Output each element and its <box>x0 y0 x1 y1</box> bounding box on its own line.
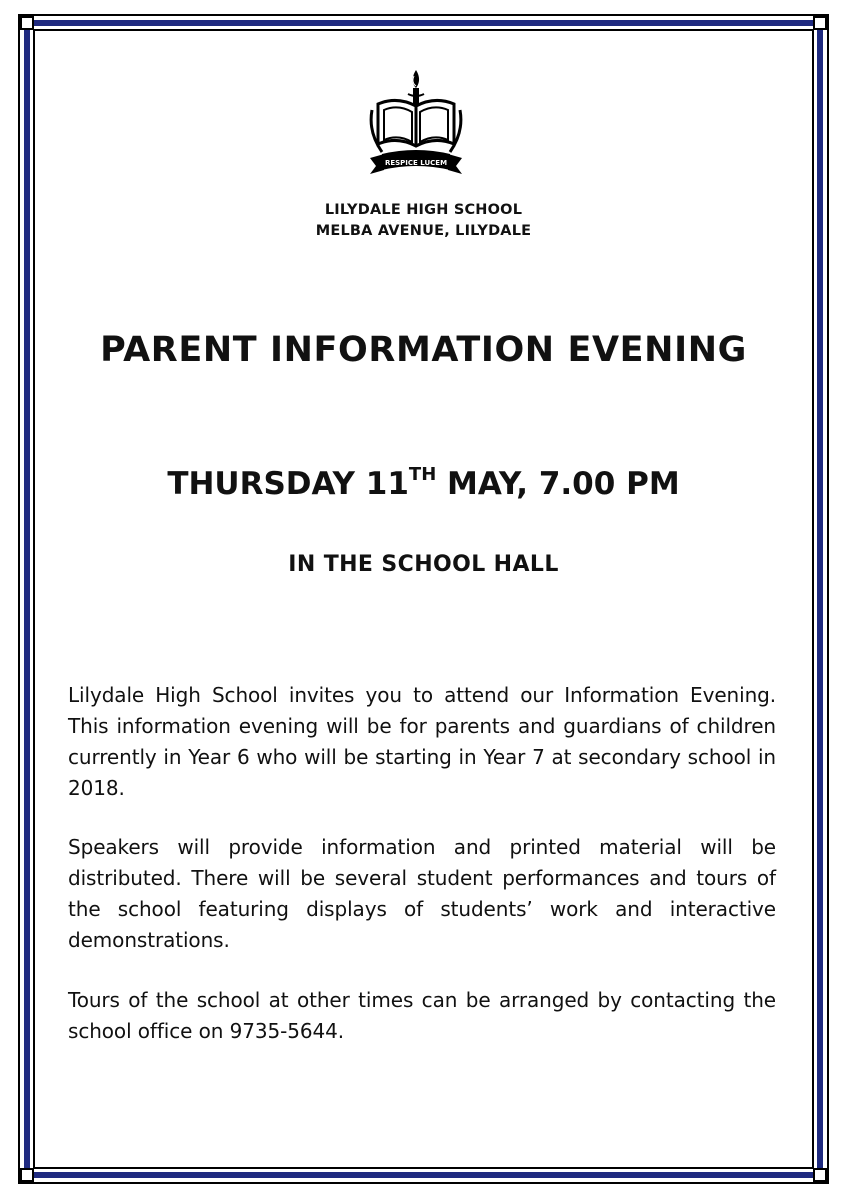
body-paragraph-program: Speakers will provide information and printed material will be distributed. There will be several student performances and tours of the school featuring displays of students’ work and interactive demonstrations. <box>68 835 776 952</box>
body-paragraph-invitation: Lilydale High School invites you to attend our Information Evening. This information evening will be for parents and guardians of children currently in Year 6 who will be starting in Year 7 at secondary school in 2018. <box>68 683 776 800</box>
border-corner-top-left <box>20 16 34 30</box>
event-date <box>0 466 847 502</box>
school-header <box>0 200 847 242</box>
border-corner-bottom-left <box>20 1168 34 1182</box>
school-name: LILYDALE HIGH SCHOOL <box>324 202 523 218</box>
border-corner-bottom-right <box>813 1168 827 1182</box>
event-date-ordinal: TH <box>408 464 437 485</box>
event-title: PARENT INFORMATION EVENING <box>100 330 747 370</box>
school-address: MELBA AVENUE, LILYDALE <box>315 223 532 239</box>
event-date-prefix: THURSDAY 11 <box>167 466 409 502</box>
border-corner-top-right <box>813 16 827 30</box>
body-paragraph-contact: Tours of the school at other times can be arranged by contacting the school office on 9735-5644. <box>68 988 776 1043</box>
school-crest-logo <box>364 66 468 182</box>
event-venue: IN THE SCHOOL HALL <box>288 552 559 577</box>
event-date-rest: MAY, 7.00 PM <box>436 466 680 502</box>
crest-motto: RESPICE LUCEM <box>384 159 448 167</box>
